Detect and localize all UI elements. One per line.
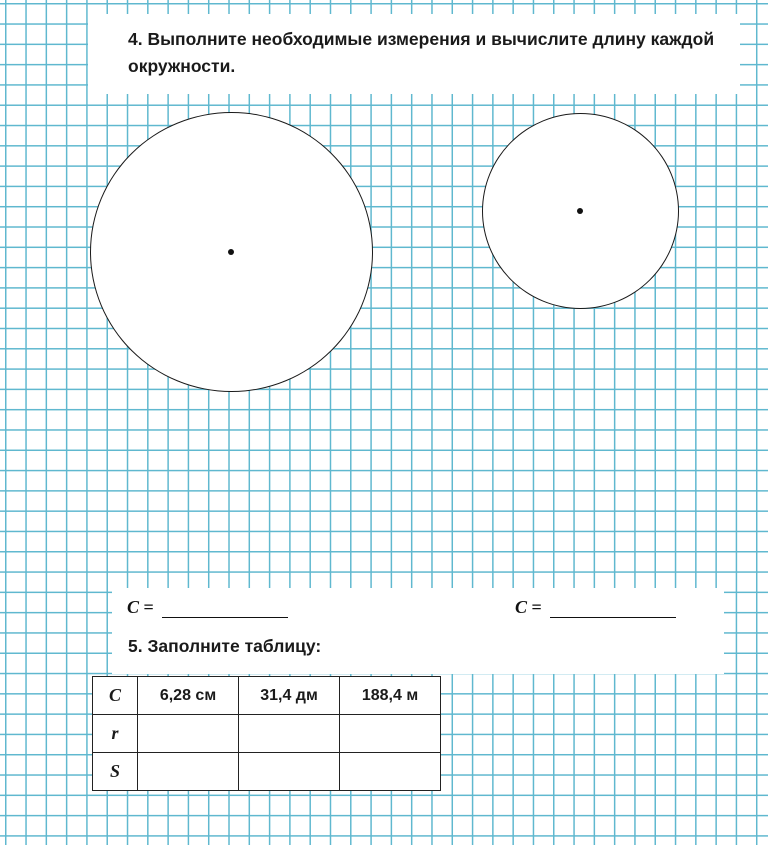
table-cell-empty[interactable] <box>138 753 239 791</box>
table-cell: 31,4 дм <box>239 677 340 715</box>
table-row <box>93 715 441 753</box>
table-cell-empty[interactable] <box>340 753 441 791</box>
table-cell-empty[interactable] <box>138 715 239 753</box>
table-cell-empty[interactable] <box>340 715 441 753</box>
answer-small-circle <box>515 597 676 618</box>
small-circle-center <box>577 208 583 214</box>
answer-blank-line[interactable] <box>550 599 676 618</box>
row-header: S <box>93 753 138 791</box>
table-cell-empty[interactable] <box>239 753 340 791</box>
table-row <box>93 753 441 791</box>
row-header: r <box>93 715 138 753</box>
table-cell: 6,28 см <box>138 677 239 715</box>
answer-label: C <box>515 597 528 617</box>
table-row <box>93 677 441 715</box>
task5-title: 5. Заполните таблицу: <box>128 636 322 656</box>
answer-equals: = <box>143 597 154 617</box>
answer-blank-line[interactable] <box>162 599 288 618</box>
table-cell: 188,4 м <box>340 677 441 715</box>
large-circle-center <box>228 249 234 255</box>
task4-title: 4. Выполните необходимые измерения и вычислите длину каждой окружности. <box>128 29 715 76</box>
row-header: C <box>93 677 138 715</box>
answer-equals: = <box>531 597 542 617</box>
table-cell-empty[interactable] <box>239 715 340 753</box>
fill-table <box>92 676 441 791</box>
answer-large-circle <box>127 597 288 618</box>
answer-label: C <box>127 597 140 617</box>
